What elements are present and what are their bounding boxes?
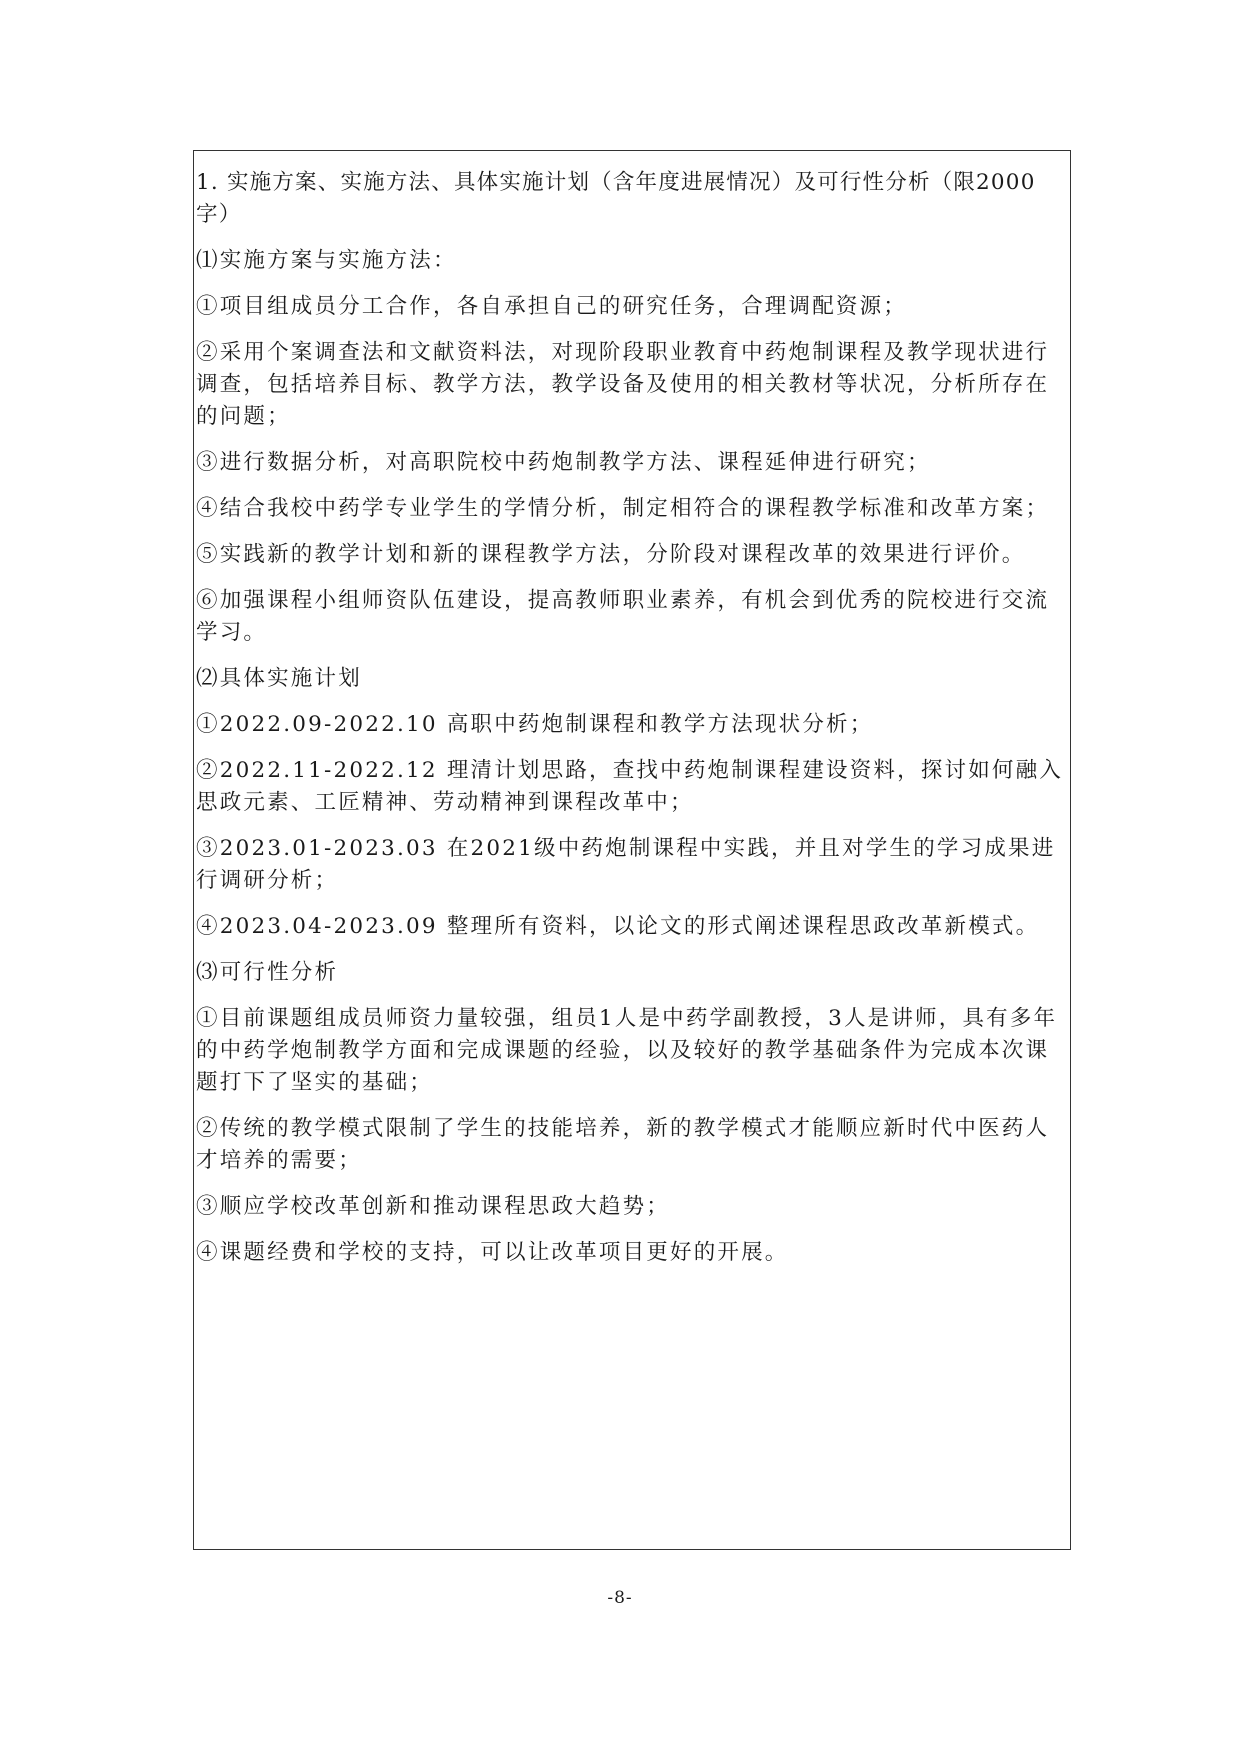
list-item: ③进行数据分析，对高职院校中药炮制教学方法、课程延伸进行研究；	[196, 450, 931, 475]
list-item: ②采用个案调查法和文献资料法，对现阶段职业教育中药炮制课程及教学现状进行调查，包括培养目标、教学方法，教学设备及使用的相关教材等状况，分析所存在的问题；	[196, 340, 1050, 429]
document-body	[196, 167, 1066, 1283]
section-heading-feasibility: ⑶可行性分析	[196, 960, 339, 985]
list-item: ①2022.09-2022.10 高职中药炮制课程和教学方法现状分析；	[196, 712, 874, 737]
list-item: ①目前课题组成员师资力量较强，组员1人是中药学副教授，3人是讲师，具有多年的中药学炮制教学方面和完成课题的经验，以及较好的教学基础条件为完成本次课题打下了坚实的基础；	[196, 1006, 1058, 1095]
list-item: ④2023.04-2023.09 整理所有资料，以论文的形式阐述课程思政改革新模式。	[196, 914, 1040, 939]
list-item: ③2023.01-2023.03 在2021级中药炮制课程中实践，并且对学生的学习成果进行调研分析；	[196, 836, 1056, 893]
list-item: ④课题经费和学校的支持，可以让改革项目更好的开展。	[196, 1240, 789, 1265]
section-heading-schedule: ⑵具体实施计划	[196, 666, 362, 691]
content-table-cell	[193, 150, 1071, 1550]
page-number: -8-	[607, 1588, 633, 1608]
list-item: ①项目组成员分工合作，各自承担自己的研究任务，合理调配资源；	[196, 294, 908, 319]
section-title: 1. 实施方案、实施方法、具体实施计划（含年度进展情况）及可行性分析（限2000字）	[196, 170, 1036, 227]
list-item: ②传统的教学模式限制了学生的技能培养，新的教学模式才能顺应新时代中医药人才培养的需要；	[196, 1116, 1050, 1173]
list-item: ④结合我校中药学专业学生的学情分析，制定相符合的课程教学标准和改革方案；	[196, 496, 1050, 521]
section-heading-plan: ⑴实施方案与实施方法：	[196, 248, 457, 273]
list-item: ⑥加强课程小组师资队伍建设，提高教师职业素养，有机会到优秀的院校进行交流学习。	[196, 588, 1050, 645]
list-item: ⑤实践新的教学计划和新的课程教学方法，分阶段对课程改革的效果进行评价。	[196, 542, 1026, 567]
list-item: ③顺应学校改革创新和推动课程思政大趋势；	[196, 1194, 671, 1219]
list-item: ②2022.11-2022.12 理清计划思路，查找中药炮制课程建设资料，探讨如何融入思政元素、工匠精神、劳动精神到课程改革中；	[196, 758, 1064, 815]
